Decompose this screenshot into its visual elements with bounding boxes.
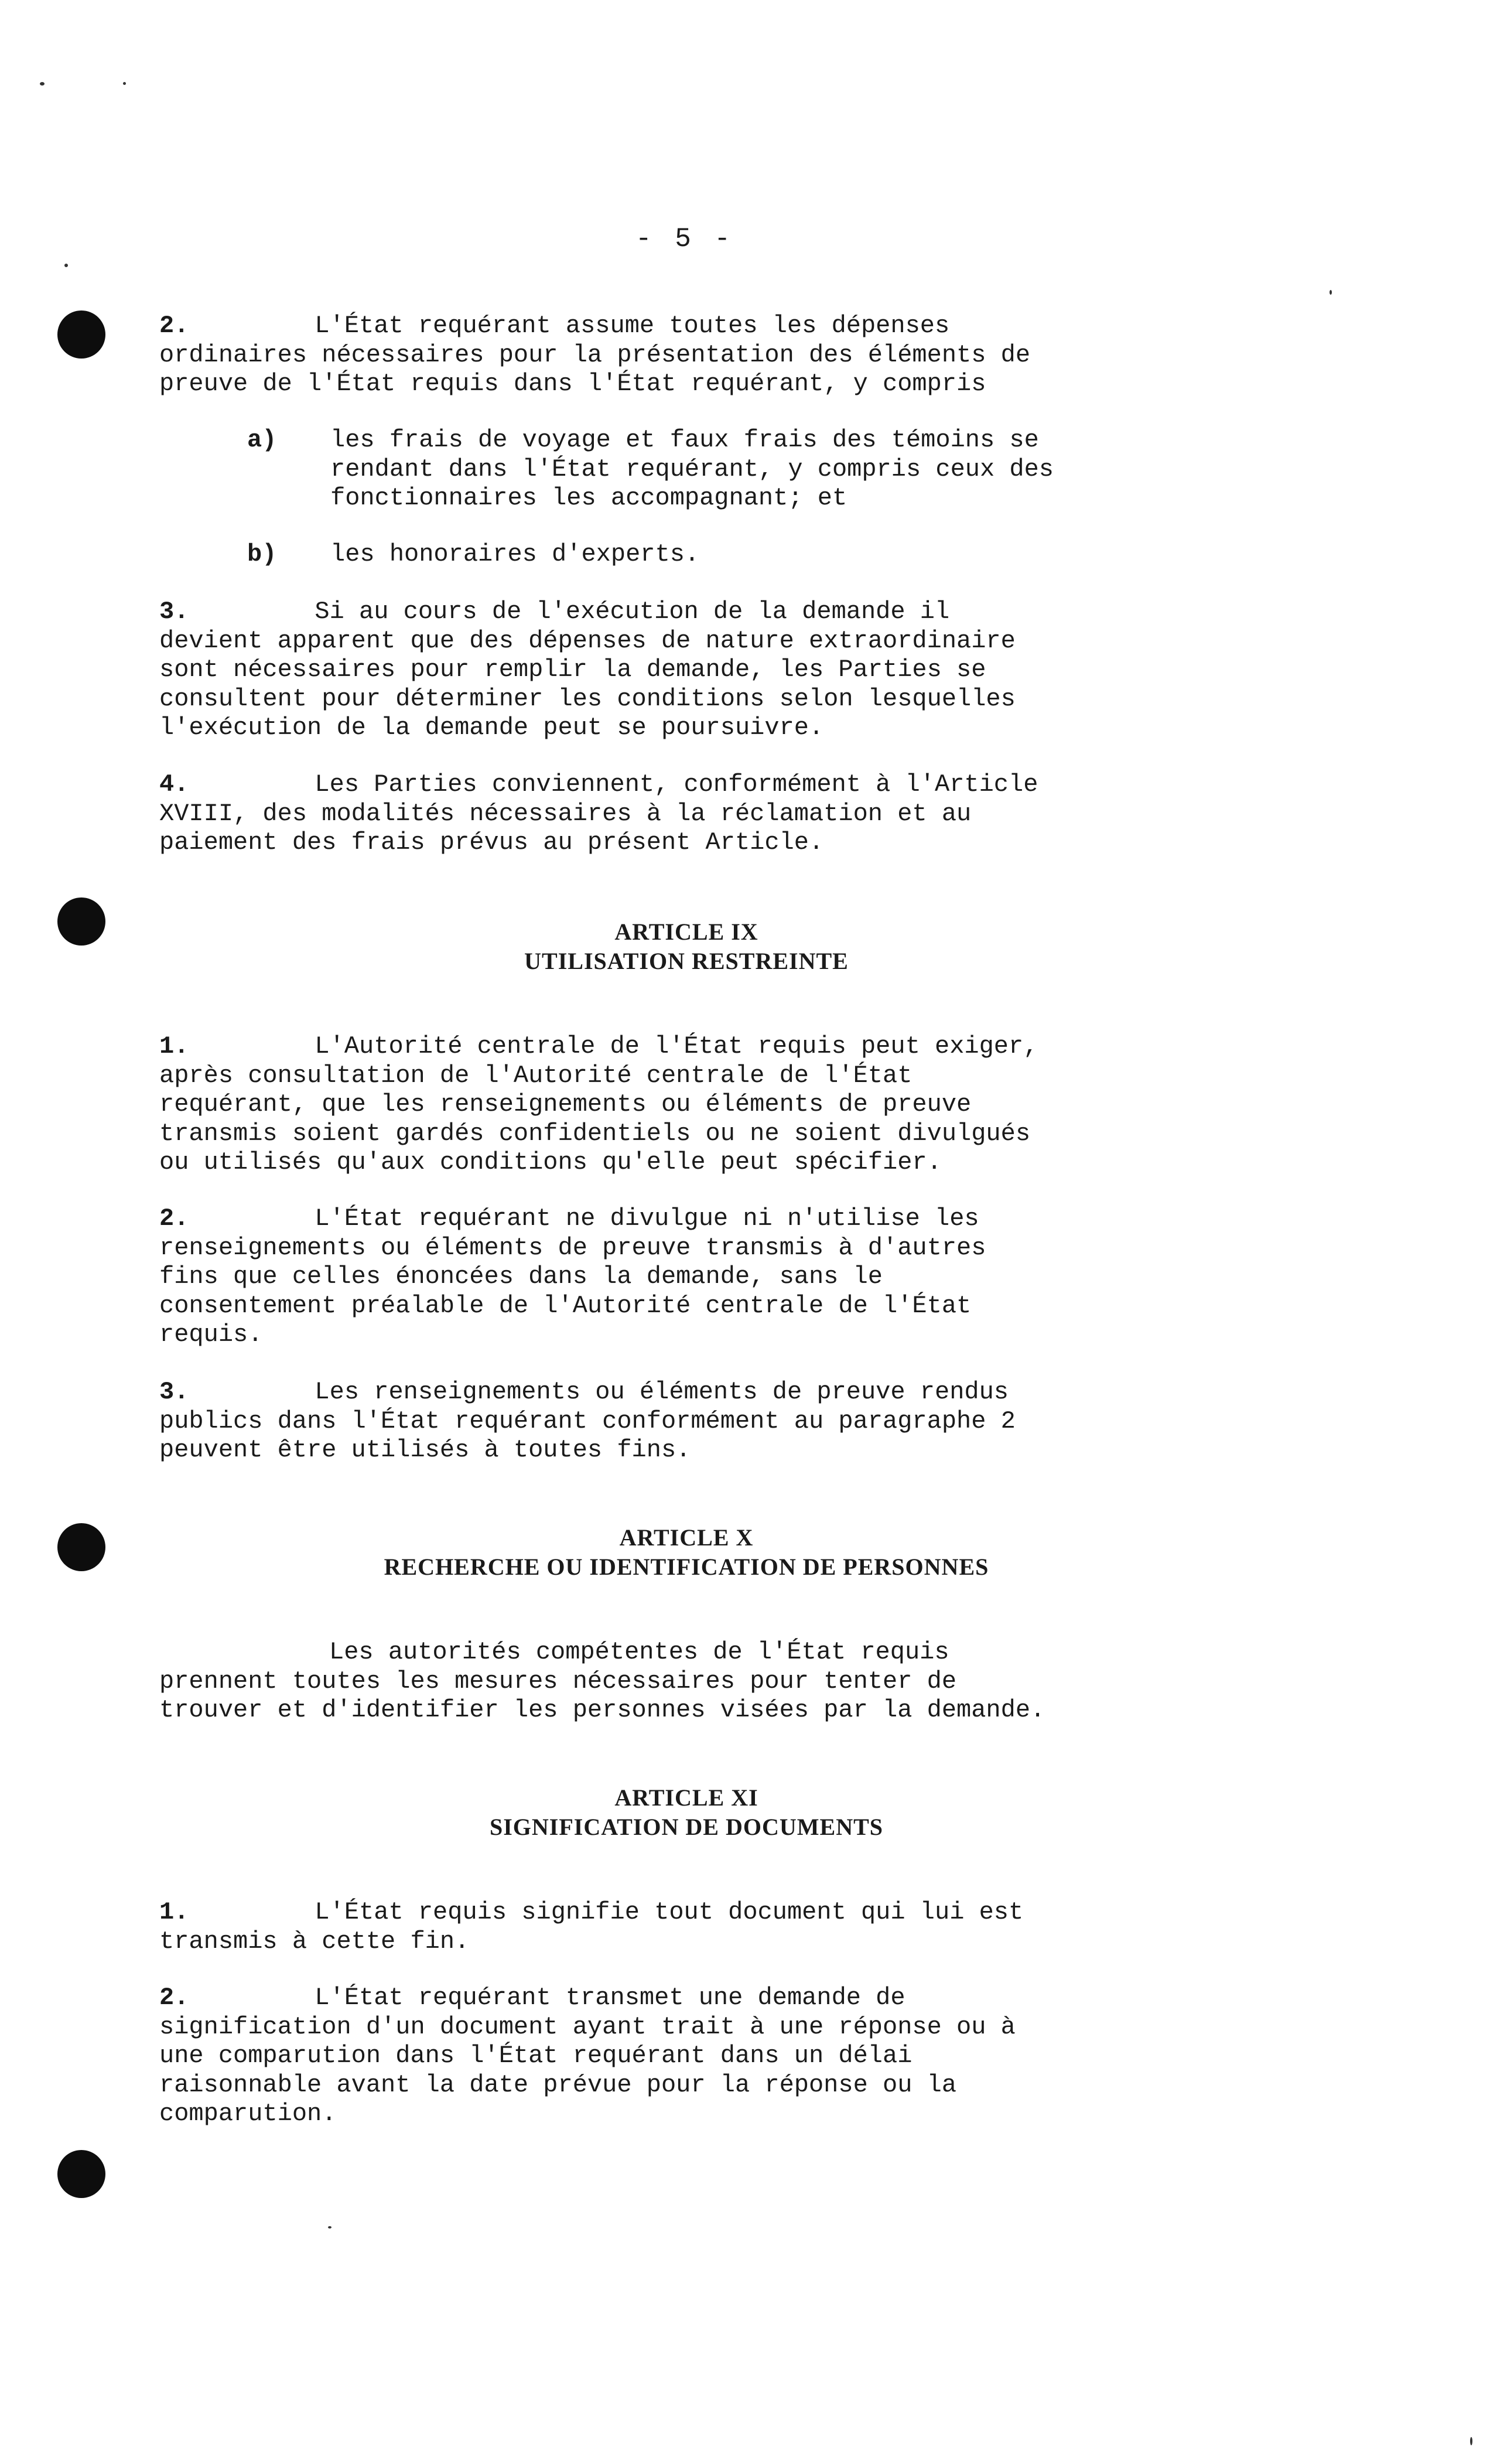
punch-hole [57, 2150, 105, 2198]
paragraph-body: signification d'un document ayant trait à une réponse ou à une comparution dans l'État requérant dans un délai raisonnable avant la date prévue pour la réponse ou la comparution. [159, 2012, 1016, 2128]
paragraph-4 [159, 770, 1214, 858]
paragraph-first-line: L'État requérant transmet une demande de [315, 1984, 905, 2012]
paragraph-first-line: L'Autorité centrale de l'État requis peut exiger, [315, 1032, 1038, 1060]
subitem-letter: b) [247, 540, 277, 568]
scan-speck [40, 82, 45, 86]
subitem-a [159, 426, 1214, 514]
paragraph-first-line: Les renseignements ou éléments de preuve rendus [315, 1378, 1009, 1406]
article-xi-paragraph-1 [159, 1898, 1214, 1956]
scan-speck [1470, 2437, 1472, 2445]
paragraph-body: publics dans l'État requérant conformément au paragraphe 2 peuvent être utilisés à toutes fins. [159, 1407, 1016, 1464]
punch-hole [57, 310, 105, 359]
scan-speck [64, 264, 68, 267]
paragraph-body: XVIII, des modalités nécessaires à la réclamation et au paiement des frais prévus au présent Article. [159, 799, 972, 856]
punch-hole [57, 1523, 105, 1571]
article-x-title: ARTICLE X [619, 1524, 754, 1551]
scan-speck [328, 2226, 332, 2228]
paragraph-number: 3. [159, 598, 189, 626]
paragraph-body: après consultation de l'Autorité centrale de l'État requérant, que les renseignements ou éléments de preuve transmis soient gardés confidentiels ou ne soient divulgués ou utilisés qu'aux conditions qu'elle peut spécifier. [159, 1061, 1031, 1176]
subitem-letter: a) [247, 426, 277, 454]
paragraph-number: 3. [159, 1378, 189, 1406]
article-x-paragraph [159, 1638, 1214, 1725]
paragraph-first-line: Les autorités compétentes de l'État requis [329, 1638, 949, 1666]
article-xi-paragraph-2 [159, 1984, 1214, 2129]
paragraph-body: devient apparent que des dépenses de nature extraordinaire sont nécessaires pour remplir la demande, les Parties se consultent pour déterminer les conditions selon lesquelles l'exécution de la demande peut se poursuivre. [159, 626, 1016, 742]
article-ix-paragraph-3 [159, 1378, 1214, 1465]
article-ix-subtitle: UTILISATION RESTREINTE [524, 948, 849, 974]
scan-speck [123, 82, 126, 85]
paragraph-2 [159, 312, 1214, 399]
paragraph-number: 1. [159, 1898, 189, 1926]
paragraph-first-line: L'État requis signifie tout document qui lui est [315, 1898, 1024, 1926]
article-ix-paragraph-1 [159, 1032, 1214, 1178]
punch-hole [57, 897, 105, 946]
article-x-subtitle: RECHERCHE OU IDENTIFICATION DE PERSONNES [384, 1554, 989, 1580]
paragraph-first-line: Si au cours de l'exécution de la demande il [315, 598, 950, 626]
subitem-b [159, 540, 1214, 569]
article-xi-subtitle: SIGNIFICATION DE DOCUMENTS [489, 1814, 883, 1840]
paragraph-body: renseignements ou éléments de preuve transmis à d'autres fins que celles énoncées dans la demande, sans le consentement préalable de l'Autorité centrale de l'État requis. [159, 1233, 986, 1349]
page-number: - 5 - [635, 224, 734, 254]
paragraph-first-line: L'État requérant assume toutes les dépenses [315, 312, 950, 340]
subitem-text: les honoraires d'experts. [330, 540, 700, 568]
subitem-text: les frais de voyage et faux frais des témoins se rendant dans l'État requérant, y compris ceux des fonctionnaires les accompagnant; et [330, 426, 1054, 512]
paragraph-body: prennent toutes les mesures nécessaires pour tenter de trouver et d'identifier les personnes visées par la demande. [159, 1667, 1045, 1724]
article-ix-title: ARTICLE IX [614, 919, 758, 945]
paragraph-first-line: L'État requérant ne divulgue ni n'utilise les [315, 1204, 979, 1233]
paragraph-number: 2. [159, 1984, 189, 2012]
article-xi-title: ARTICLE XI [614, 1784, 758, 1811]
paragraph-body: ordinaires nécessaires pour la présentation des éléments de preuve de l'État requis dans l'État requérant, y compris [159, 340, 1031, 398]
paragraph-number: 4. [159, 770, 189, 798]
paragraph-body: transmis à cette fin. [159, 1927, 470, 1955]
paragraph-first-line: Les Parties conviennent, conformément à l'Article [315, 770, 1038, 798]
scan-speck [1330, 290, 1332, 295]
paragraph-number: 2. [159, 312, 189, 340]
paragraph-number: 1. [159, 1032, 189, 1060]
paragraph-number: 2. [159, 1204, 189, 1233]
paragraph-3 [159, 598, 1214, 743]
article-ix-paragraph-2 [159, 1204, 1214, 1350]
